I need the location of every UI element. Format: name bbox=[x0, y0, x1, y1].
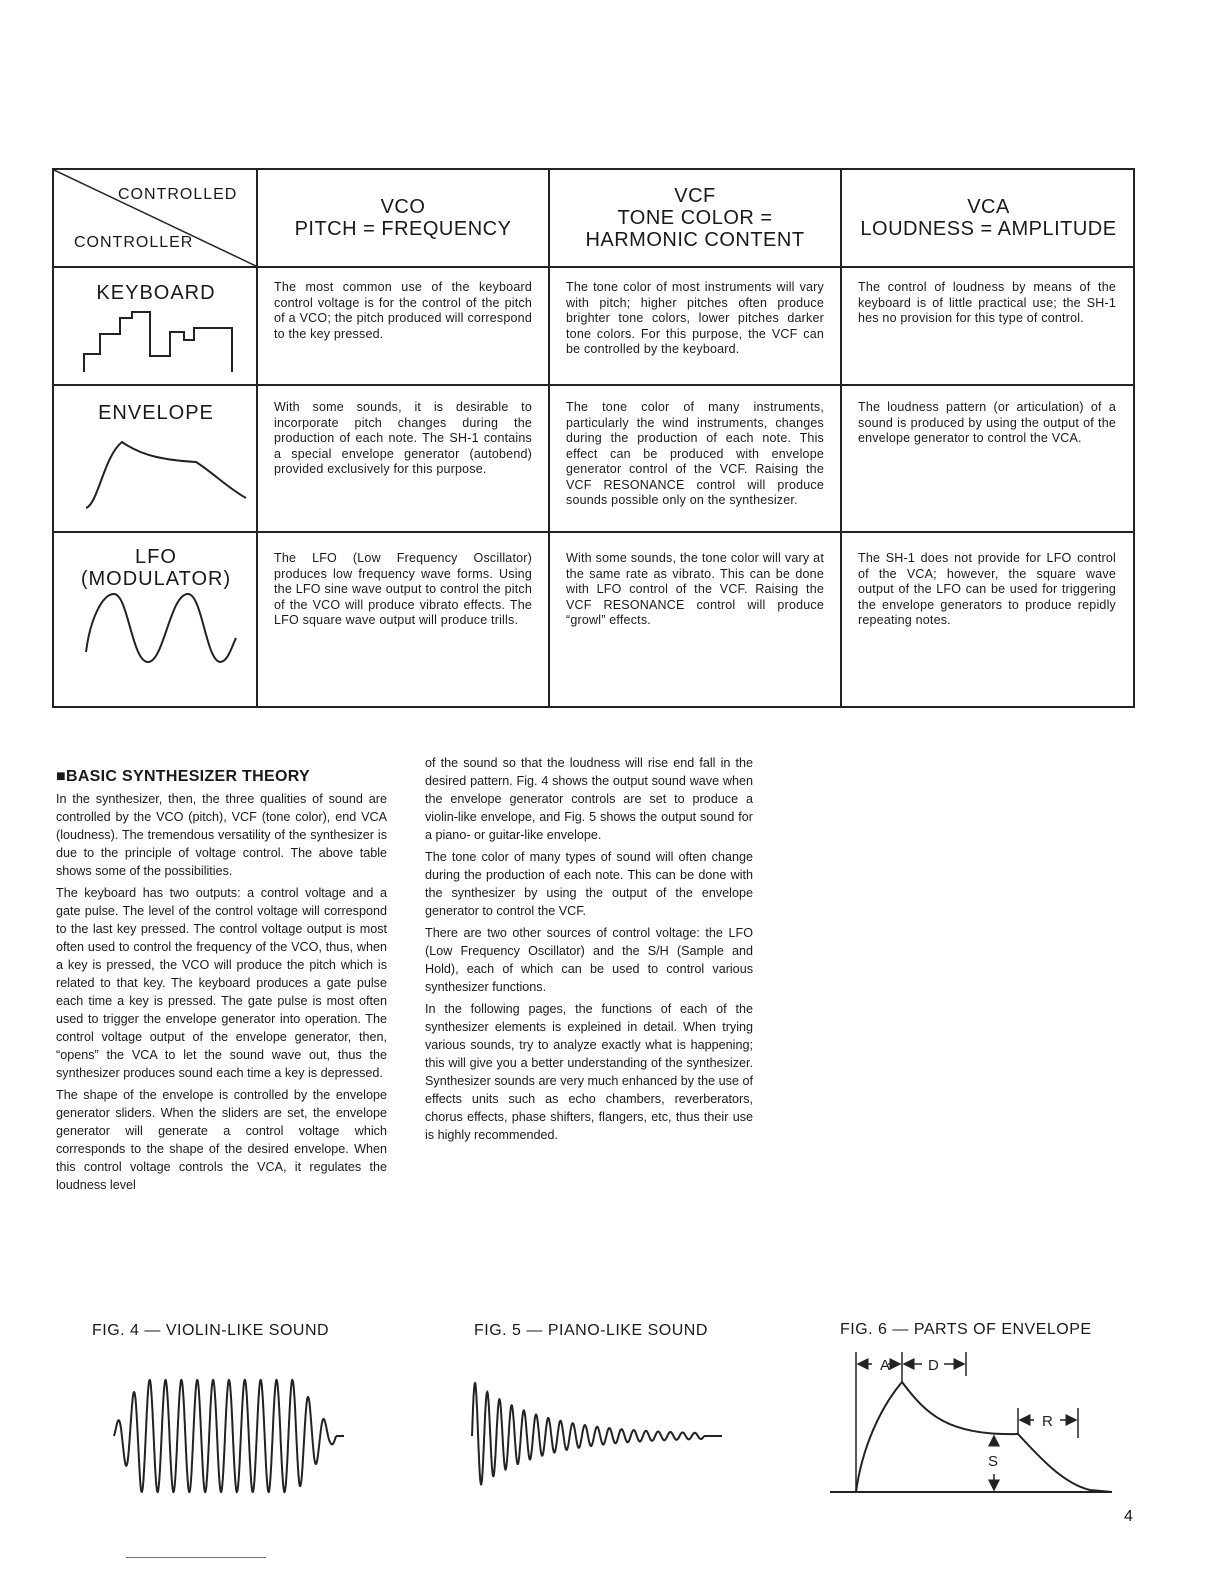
paragraph: In the following pages, the functions of each of the synthesizer elements is expleined in detail. When trying various sounds, try to analyze exactly what is happening; this will give you a better understanding of the synthesizer. Synthesizer sounds are very much enhanced by the use of effects units such as echo chambers, reverberators, chorus effects, phase shifters, flangers, etc, thus their use is highly recommended. bbox=[425, 1002, 753, 1142]
cell-lfo-vco: The LFO (Low Frequency Oscillator) produces low frequency wave forms. Using the LFO sine wave output to control the pitch of the VCO will produce vibrato effects. The LFO square wave output will produce trills. bbox=[274, 551, 532, 627]
release-label: R bbox=[1042, 1413, 1053, 1430]
header-vcf: VCF TONE COLOR = HARMONIC CONTENT bbox=[585, 185, 805, 251]
paragraph: In the synthesizer, then, the three qualities of sound are controlled by the VCO (pitch), VCF (tone color), end VCA (loudness). The tremendous versatility of the synthesizer is due to the principle of voltage control. The above table shows some of the possibilities. bbox=[56, 792, 387, 878]
cell-envelope-vcf: The tone color of many instruments, particularly the wind instruments, changes during the production of each note. This effect can be produced with envelope generator control of the VCF. Raising the VCF RESONANCE control will produce sounds possible only on the synthesizer. bbox=[566, 400, 824, 507]
section-heading: ■BASIC SYNTHESIZER THEORY bbox=[56, 768, 310, 785]
violin-waveform-icon bbox=[110, 1376, 350, 1496]
paragraph: of the sound so that the loudness will rise end fall in the desired pattern. Fig. 4 shows the output sound wave when the envelope generator controls are set to produce a violin-like envelope, and Fig. 5 shows the output sound for a piano- or guitar-like envelope. bbox=[425, 756, 753, 842]
paragraph: There are two other sources of control voltage: the LFO (Low Frequency Oscillator) and the S/H (Sample and Hold), each of which can be used to control various synthesizer functions. bbox=[425, 926, 753, 994]
fig4-caption: FIG. 4 — VIOLIN-LIKE SOUND bbox=[92, 1322, 330, 1339]
cell-envelope-vca: The loudness pattern (or articulation) of a sound is produced by using the output of the envelope generator to control the VCA. bbox=[858, 400, 1116, 445]
sine-wave-icon bbox=[80, 590, 240, 666]
fig6-caption: FIG. 6 — PARTS OF ENVELOPE bbox=[840, 1321, 1092, 1338]
paragraph: The keyboard has two outputs: a control voltage and a gate pulse. The level of the control voltage will correspond to the last key pressed. The control voltage output is most often used to control the frequency of the VCO, thus, when a key is pressed, the VCO will produce the pitch which is related to that key. The keyboard produces a gate pulse each time a key is pressed. The gate pulse is most often used to trigger the envelope generator into operation. The control voltage output of the envelope generator, then, “opens” the VCA to let the sound wave out, thus the synthesizer produces sound each time a key is depressed. bbox=[56, 886, 387, 1080]
cell-keyboard-vca: The control of loudness by means of the keyboard is of little practical use; the SH-1 hes no provision for this type of control. bbox=[858, 280, 1116, 325]
fig5-caption: FIG. 5 — PIANO-LIKE SOUND bbox=[474, 1322, 708, 1339]
footer-rule bbox=[126, 1557, 266, 1558]
table-divider bbox=[54, 384, 1133, 386]
cell-keyboard-vco: The most common use of the keyboard control voltage is for the control of the pitch of a VCO; the pitch produced will correspond to the key pressed. bbox=[274, 280, 532, 341]
corner-controller-label: CONTROLLER bbox=[74, 234, 194, 251]
table-divider bbox=[54, 531, 1133, 533]
keyboard-step-icon bbox=[80, 310, 240, 374]
text-column-right bbox=[425, 754, 753, 1148]
corner-controlled-label: CONTROLLED bbox=[118, 186, 238, 203]
page-number: 4 bbox=[1124, 1508, 1133, 1525]
attack-label: A bbox=[880, 1357, 891, 1374]
adsr-envelope-icon bbox=[828, 1348, 1118, 1496]
table-divider bbox=[54, 266, 1133, 268]
text-column-left bbox=[56, 790, 387, 1198]
cell-keyboard-vcf: The tone color of most instruments will vary with pitch; higher pitches often produce brighter tone colors, lower pitches darker tone colors. For this purpose, the VCF can be controlled by the keyboard. bbox=[566, 280, 824, 356]
synth-control-table bbox=[52, 168, 1135, 708]
cell-lfo-vcf: With some sounds, the tone color will vary at the same rate as vibrato. This can be done with LFO control of the VCF. Raising the VCF RESONANCE control will produce “growl” effects. bbox=[566, 551, 824, 627]
sustain-label: S bbox=[988, 1453, 999, 1470]
paragraph: The shape of the envelope is controlled by the envelope generator sliders. When the sliders are set, the envelope generator will generate a control voltage which corresponds to the shape of the desired envelope. When this control voltage controls the VCA, it regulates the loudness level bbox=[56, 1088, 387, 1192]
cell-lfo-vca: The SH-1 does not provide for LFO control of the VCA; however, the square wave output of the LFO can be used for triggering the envelope generators to produce repidly repeating notes. bbox=[858, 551, 1116, 627]
piano-waveform-icon bbox=[466, 1372, 728, 1488]
decay-label: D bbox=[928, 1357, 939, 1374]
heading-bullet: ■ bbox=[56, 768, 66, 785]
row-label-envelope: ENVELOPE bbox=[98, 402, 214, 424]
paragraph: The tone color of many types of sound will often change during the production of each note. This can be done with the synthesizer by using the output of the envelope generator to control the VCF. bbox=[425, 850, 753, 918]
row-label-lfo: LFO (MODULATOR) bbox=[80, 546, 232, 590]
header-vca: VCA LOUDNESS = AMPLITUDE bbox=[860, 196, 1117, 240]
cell-envelope-vco: With some sounds, it is desirable to incorporate pitch changes during the production of each note. The SH-1 contains a special envelope generator (autobend) provided exclusively for this purpose. bbox=[274, 400, 532, 476]
envelope-curve-icon bbox=[80, 436, 250, 512]
header-vco: VCO PITCH = FREQUENCY bbox=[294, 196, 512, 240]
row-label-keyboard: KEYBOARD bbox=[96, 282, 216, 304]
